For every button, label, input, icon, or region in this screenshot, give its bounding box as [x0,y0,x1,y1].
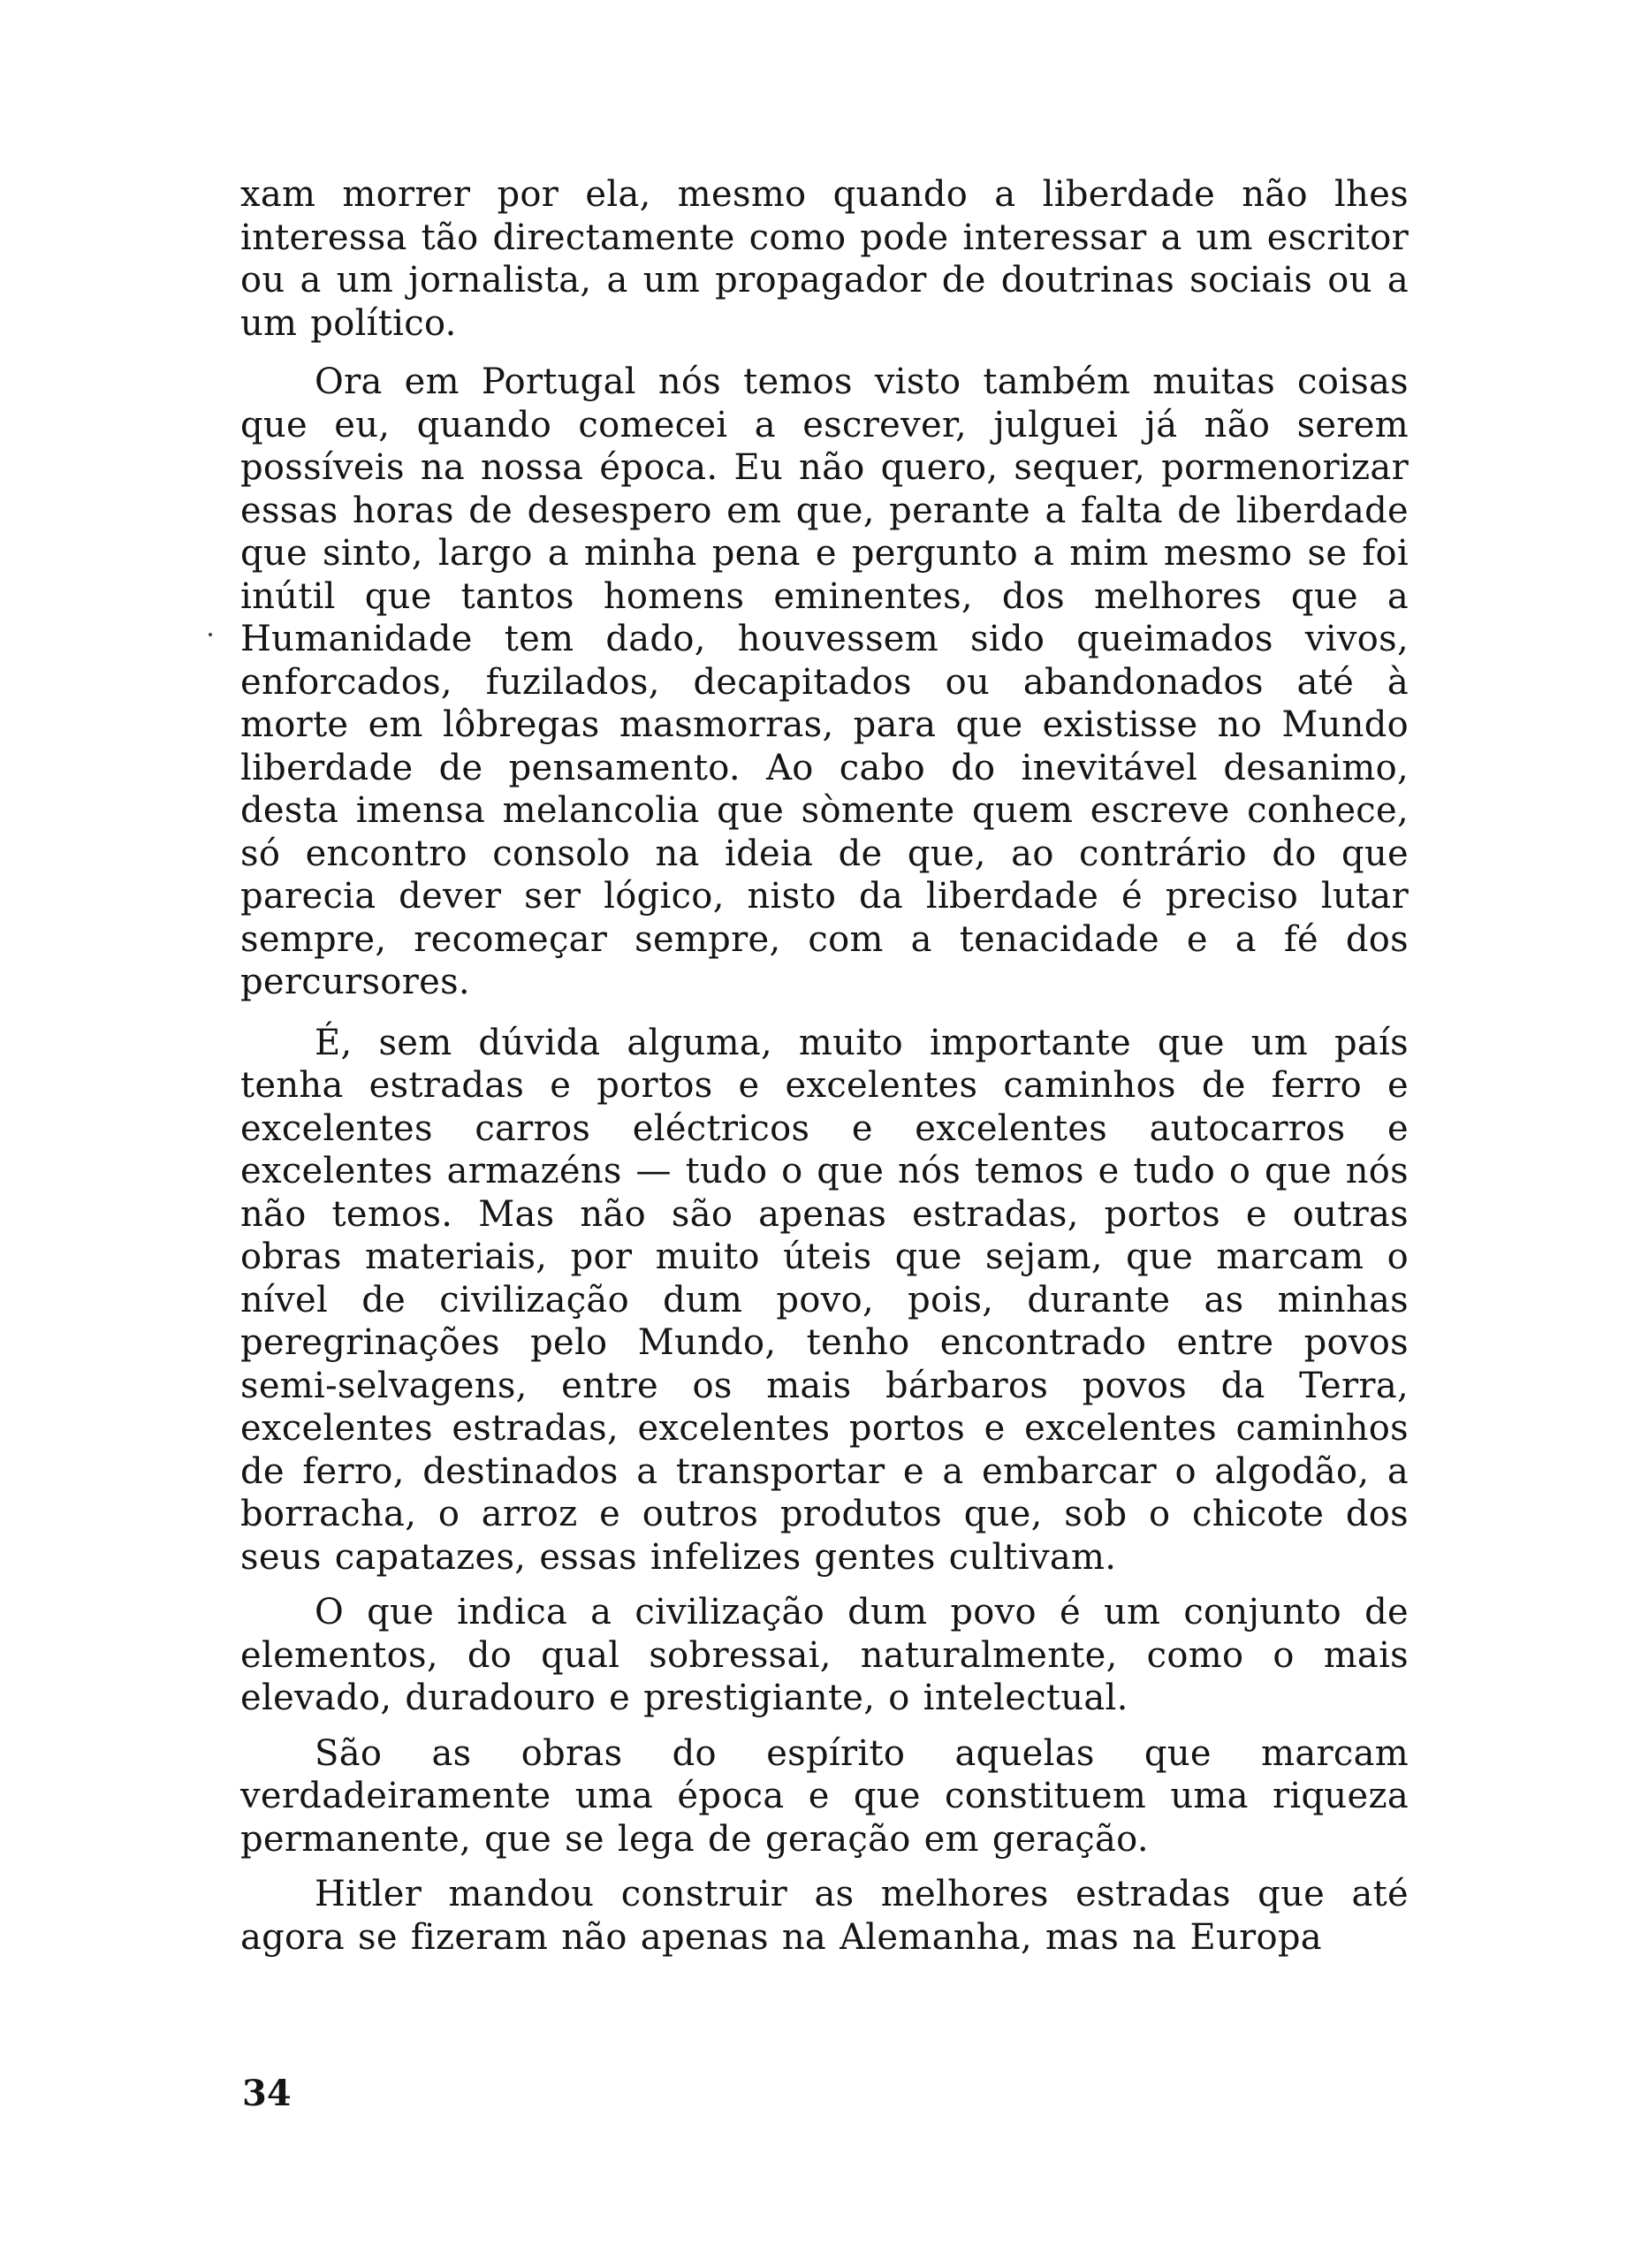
margin-speck [209,633,212,636]
paragraph-3: É, sem dúvida alguma, muito importante que um país tenha estradas e portos e excelentes caminhos de ferro e excelentes carros eléctricos e excelentes autocarros e excelentes armazéns — tudo o que nós temos e tudo o que nós não temos. Mas não são apenas estradas, portos e outras obras materiais, por muito úteis que sejam, que marcam o nível de civilização dum povo, pois, durante as minhas peregrinações pelo Mundo, tenho encontrado entre povos semi-selvagens, entre os mais bárbaros povos da Terra, excelentes estradas, excelentes portos e excelentes caminhos de ferro, destinados a transportar e a embarcar o algodão, a borracha, o arroz e outros produtos que, sob o chicote dos seus capatazes, essas infelizes gentes cultivam. [240,1022,1409,1578]
paragraph-2: Ora em Portugal nós temos visto também muitas coisas que eu, quando comecei a escrever, julguei já não serem possíveis na nossa época. Eu não quero, sequer, pormenorizar essas horas de desespero em que, perante a falta de liberdade que sinto, largo a minha pena e pergunto a mim mesmo se foi inútil que tantos homens eminentes, dos melhores que a Humanidade tem dado, houvessem sido queimados vivos, enforcados, fuzilados, decapitados ou abandonados até à morte em lôbregas masmorras, para que existisse no Mundo liberdade de pensamento. Ao cabo do inevitável desanimo, desta imensa melancolia que sòmente quem escreve conhece, só encontro consolo na ideia de que, ao contrário do que parecia dever ser lógico, nisto da liberdade é preciso lutar sempre, recomeçar sempre, com a tenacidade e a fé dos percursores. [240,362,1409,1002]
paragraph-4: O que indica a civilização dum povo é um conjunto de elementos, do qual sobressai, naturalmente, como o mais elevado, duradouro e prestigiante, o intelectual. [240,1592,1409,1718]
paragraph-1: xam morrer por ela, mesmo quando a liberdade não lhes interessa tão directamente como pode interessar a um escritor ou a um jornalista, a um propagador de doutrinas sociais ou a um político. [240,174,1409,344]
paragraph-6: Hitler mandou construir as melhores estradas que até agora se fizeram não apenas na Alemanha, mas na Europa [240,1874,1409,1958]
page-number: 34 [242,2073,292,2114]
paragraph-5: São as obras do espírito aquelas que marcam verdadeiramente uma época e que constituem uma riqueza permanente, que se lega de geração em geração. [240,1732,1409,1860]
body-text [240,173,1409,1959]
